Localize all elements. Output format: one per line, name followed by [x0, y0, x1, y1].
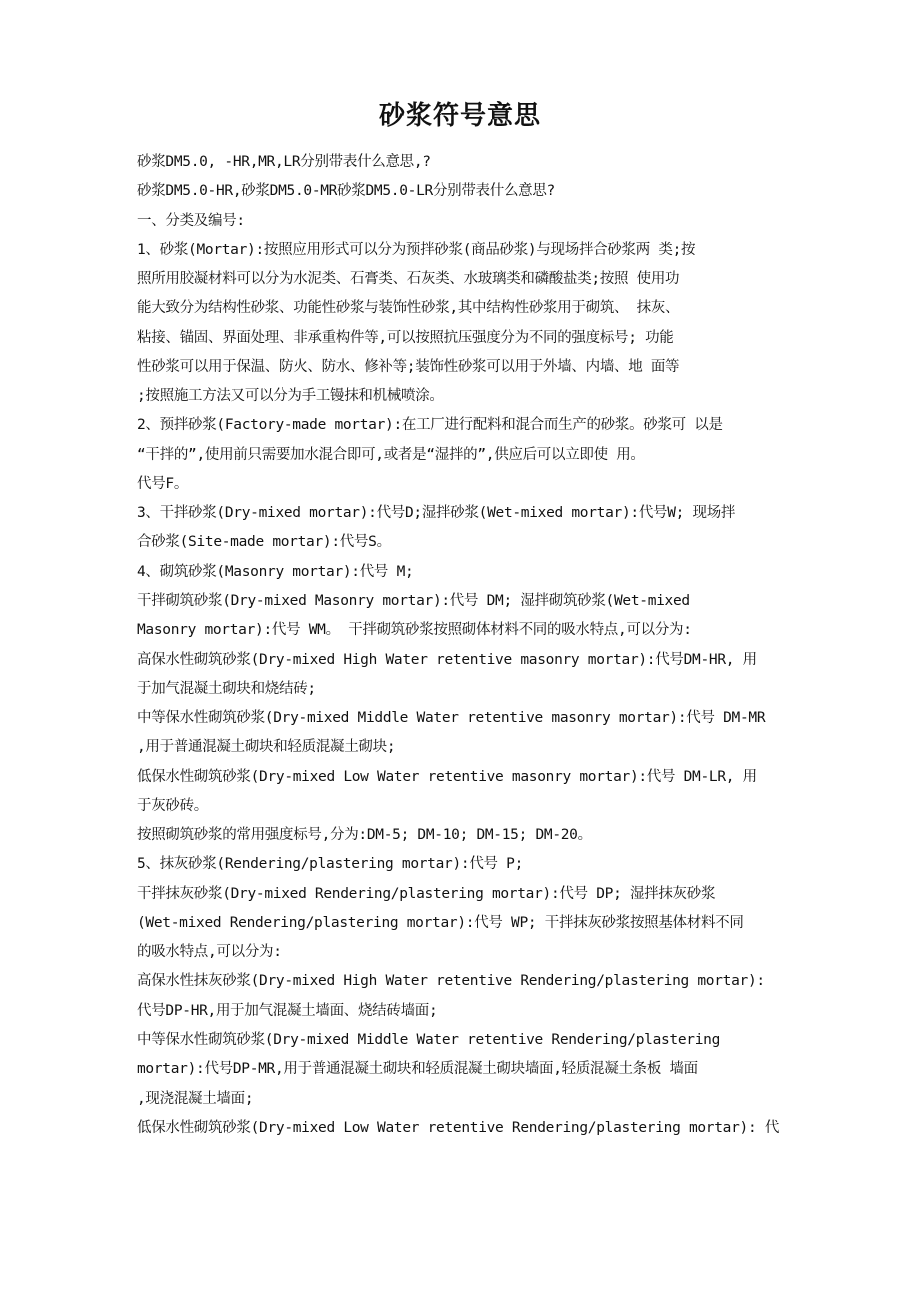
text-line: Masonry mortar):代号 WM。 干拌砌筑砂浆按照砌体材料不同的吸水特点,可以分为:: [137, 622, 692, 639]
text-line: 1、砂浆(Mortar):按照应用形式可以分为预拌砂浆(商品砂浆)与现场拌合砂浆两 类;按: [137, 241, 696, 258]
text-line: 合砂浆(Site-made mortar):代号S。: [137, 534, 391, 551]
text-line: 中等保水性砌筑砂浆(Dry-mixed Middle Water retentive Rendering/plastering: [137, 1031, 721, 1048]
text-line: 粘接、锚固、界面处理、非承重构件等,可以按照抗压强度分为不同的强度标号; 功能: [137, 329, 674, 346]
text-line: 2、预拌砂浆(Factory-made mortar):在工厂进行配料和混合而生产的砂浆。砂浆可 以是: [137, 417, 723, 434]
text-line: 5、抹灰砂浆(Rendering/plastering mortar):代号 P;: [137, 856, 524, 873]
text-line: 中等保水性砌筑砂浆(Dry-mixed Middle Water retentive masonry mortar):代号 DM-MR: [137, 710, 766, 727]
text-line: 按照砌筑砂浆的常用强度标号,分为:DM-5; DM-10; DM-15; DM-20。: [137, 827, 592, 844]
text-line: ,现浇混凝土墙面;: [137, 1090, 254, 1107]
page-title: 砂浆符号意思: [378, 101, 541, 131]
text-line: 于加气混凝土砌块和烧结砖;: [137, 680, 316, 697]
text-line: (Wet-mixed Rendering/plastering mortar):代号 WP; 干拌抹灰砂浆按照基体材料不同: [137, 914, 744, 931]
text-line: 高保水性抹灰砂浆(Dry-mixed High Water retentive Rendering/plastering mortar):: [137, 973, 765, 990]
text-line: mortar):代号DP-MR,用于普通混凝土砌块和轻质混凝土砌块墙面,轻质混凝土条板 墙面: [137, 1061, 698, 1078]
text-line: 砂浆DM5.0-HR,砂浆DM5.0-MR砂浆DM5.0-LR分别带表什么意思?: [137, 183, 555, 200]
text-line: 3、干拌砂浆(Dry-mixed mortar):代号D;湿拌砂浆(Wet-mixed mortar):代号W; 现场拌: [137, 505, 736, 522]
text-line: 于灰砂砖。: [137, 797, 208, 814]
text-line: 代号DP-HR,用于加气混凝土墙面、烧结砖墙面;: [137, 1002, 438, 1019]
text-line: ,用于普通混凝土砌块和轻质混凝土砌块;: [137, 739, 396, 756]
text-line: 干拌砌筑砂浆(Dry-mixed Masonry mortar):代号 DM; 湿拌砌筑砂浆(Wet-mixed: [137, 592, 690, 609]
text-line: 的吸水特点,可以分为:: [137, 944, 282, 961]
text-line: 4、砌筑砂浆(Masonry mortar):代号 M;: [137, 563, 414, 580]
document-body: [137, 150, 797, 1145]
text-line: 一、分类及编号:: [137, 212, 245, 229]
text-line: 低保水性砌筑砂浆(Dry-mixed Low Water retentive masonry mortar):代号 DM-LR, 用: [137, 768, 757, 785]
text-line: 砂浆DM5.0, -HR,MR,LR分别带表什么意思,?: [137, 154, 431, 170]
text-line: “干拌的”,使用前只需要加水混合即可,或者是“湿拌的”,供应后可以立即使 用。: [137, 446, 645, 463]
text-line: 性砂浆可以用于保温、防火、防水、修补等;装饰性砂浆可以用于外墙、内墙、地 面等: [137, 358, 680, 375]
text-line: 代号F。: [137, 475, 189, 492]
text-line: 高保水性砌筑砂浆(Dry-mixed High Water retentive masonry mortar):代号DM-HR, 用: [137, 651, 757, 668]
text-line: 低保水性砌筑砂浆(Dry-mixed Low Water retentive Rendering/plastering mortar): 代: [137, 1119, 780, 1136]
text-line: ;按照施工方法又可以分为手工镘抹和机械喷涂。: [137, 388, 444, 405]
text-line: 干拌抹灰砂浆(Dry-mixed Rendering/plastering mortar):代号 DP; 湿拌抹灰砂浆: [137, 885, 716, 902]
text-line: 能大致分为结构性砂浆、功能性砂浆与装饰性砂浆,其中结构性砂浆用于砌筑、 抹灰、: [137, 300, 680, 317]
text-line: 照所用胶凝材料可以分为水泥类、石膏类、石灰类、水玻璃类和磷酸盐类;按照 使用功: [137, 271, 680, 288]
